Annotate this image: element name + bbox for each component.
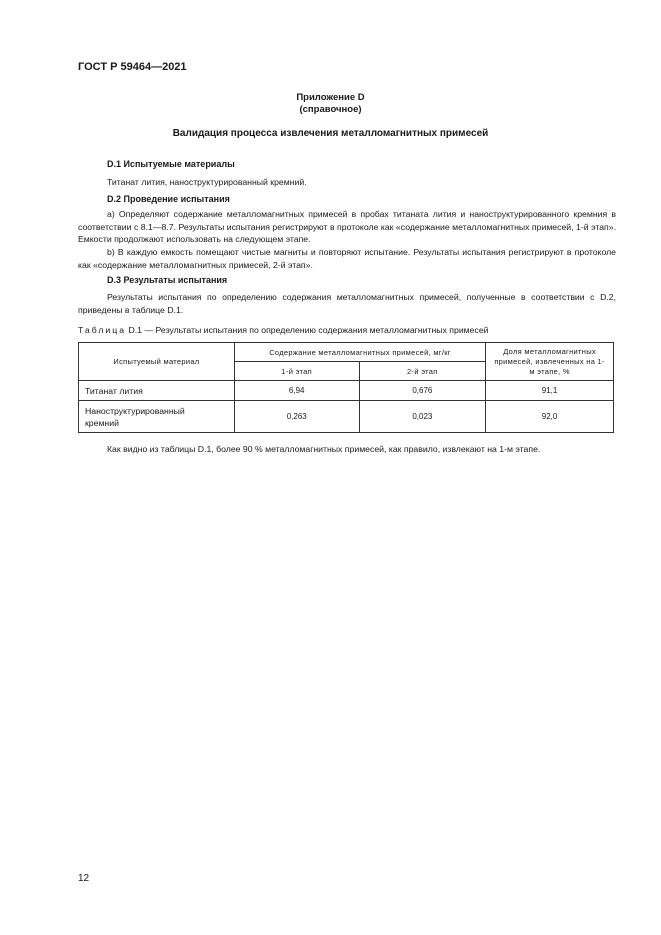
table-caption-label: Таблица <box>78 325 127 335</box>
page-title: Валидация процесса извлечения металломагнитных примесей <box>172 128 489 139</box>
table-header-row <box>79 343 614 362</box>
paragraph-d1: Титанат лития, наноструктурированный кремний. <box>107 177 307 187</box>
cell-stage2: 0,676 <box>359 381 486 401</box>
appendix-title: Приложение D <box>296 92 365 103</box>
header-material: Испытуемый материал <box>79 343 235 381</box>
section-heading-d1: D.1 Испытуемые материалы <box>107 159 235 169</box>
cell-fraction: 92,0 <box>486 401 614 433</box>
cell-stage2: 0,023 <box>359 401 486 433</box>
cell-material: Титанат лития <box>79 381 235 401</box>
cell-fraction: 91,1 <box>486 381 614 401</box>
cell-stage1: 6,94 <box>234 381 359 401</box>
appendix-subtitle: (справочное) <box>299 104 362 115</box>
cell-material: Наноструктурированный кремний <box>79 401 235 433</box>
page-number: 12 <box>78 873 90 884</box>
paragraph-d2-b: b) В каждую емкость помещают чистые магниты и повторяют испытание. Результаты испытания регистрируют в протоколе как «содержание металломагнитных примесей, 2-й этап». <box>78 247 616 270</box>
table-caption <box>78 325 489 335</box>
header-stage1: 1-й этап <box>234 362 359 381</box>
results-table <box>78 342 614 433</box>
paragraph-d2-a: а) Определяют содержание металломагнитных примесей в пробах титаната лития и наноструктурированного кремния в соответствии с 8.1—8.7. Результаты испытания регистрируют в протоколе как «содержание металломагнитных примесей, 1-й этап». Емкости продолжают использовать на следующем этапе. <box>78 209 616 245</box>
table-row <box>79 381 614 401</box>
cell-stage1: 0,263 <box>234 401 359 433</box>
header-fraction: Доля металломагнитных примесей, извлеченных на 1-м этапе, % <box>486 343 614 381</box>
standard-header: ГОСТ Р 59464—2021 <box>78 61 187 73</box>
header-content-group: Содержание металломагнитных примесей, мг/кг <box>234 343 485 362</box>
table-row <box>79 401 614 433</box>
section-heading-d3: D.3 Результаты испытания <box>107 275 228 285</box>
conclusion-paragraph: Как видно из таблицы D.1, более 90 % металломагнитных примесей, как правило, извлекают на 1-м этапе. <box>107 444 541 454</box>
table-caption-text: D.1 — Результаты испытания по определению содержания металломагнитных примесей <box>128 325 489 335</box>
paragraph-d3: Результаты испытания по определению содержания металломагнитных примесей, полученные в соответствии с D.2, приведены в таблице D.1. <box>78 292 616 315</box>
section-heading-d2: D.2 Проведение испытания <box>107 194 230 204</box>
header-stage2: 2-й этап <box>359 362 486 381</box>
